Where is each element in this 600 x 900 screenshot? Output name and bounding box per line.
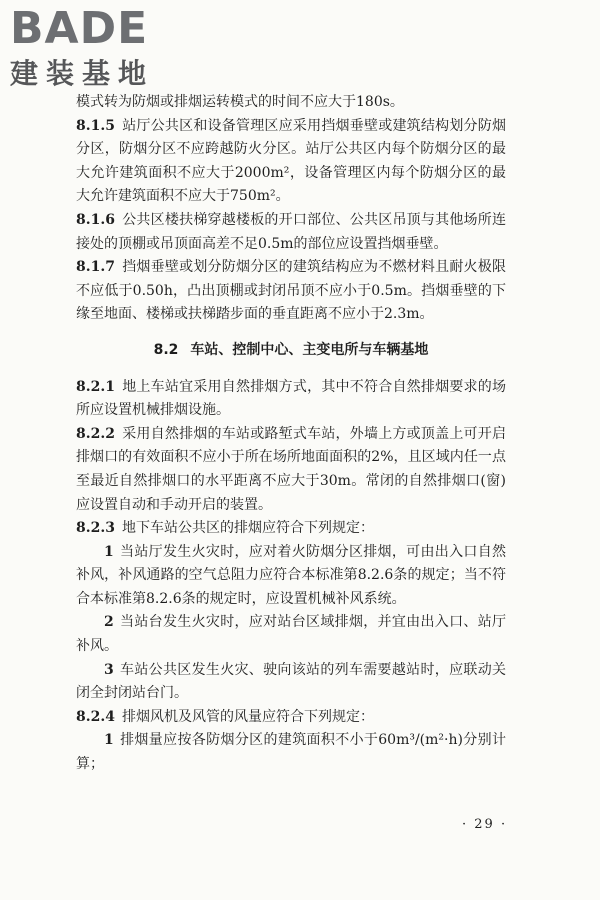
clause-8-2-3 <box>76 517 506 541</box>
clause-text: 公共区楼扶梯穿越楼板的开口部位、公共区吊顶与其他场所连接处的顶棚或吊顶面高差不足0.5m的部位应设置挡烟垂壁。 <box>76 211 506 252</box>
clause-number: 8.2.3 <box>76 520 115 537</box>
clause-number: 8.2.1 <box>76 378 115 395</box>
page-content <box>76 91 506 777</box>
list-item <box>76 611 506 658</box>
clause-number: 8.1.7 <box>76 259 115 276</box>
clause-8-2-4 <box>76 706 506 730</box>
list-item <box>76 729 506 776</box>
section-title: 车站、控制中心、主变电所与车辆基地 <box>190 341 429 358</box>
item-number: 1 <box>104 732 114 749</box>
item-text: 当站厅发生火灾时，应对着火防烟分区排烟，可由出入口自然补风，补风通路的空气总阻力应符合本标准第8.2.6条的规定；当不符合本标准第8.2.6条的规定时，应设置机械补风系统。 <box>76 543 506 607</box>
paragraph-continuation: 模式转为防烟或排烟运转模式的时间不应大于180s。 <box>76 94 404 110</box>
clause-text: 地下车站公共区的排烟应符合下列规定： <box>121 520 374 537</box>
clause-8-1-5 <box>76 115 506 209</box>
logo-subtitle: 建装基地 <box>10 57 155 90</box>
clause-text: 挡烟垂壁或划分防烟分区的建筑结构应为不燃材料且耐火极限不应低于0.50h，凸出顶棚或封闭吊顶不应小于0.5m。挡烟垂壁的下缘至地面、楼梯或扶梯踏步面的垂直距离不应小于2.3m。 <box>76 259 506 323</box>
section-heading <box>76 339 506 363</box>
list-item <box>76 659 506 706</box>
clause-number: 8.2.2 <box>76 425 115 442</box>
item-text: 车站公共区发生火灾、驶向该站的列车需要越站时，应联动关闭全封闭站台门。 <box>76 661 506 702</box>
clause-text: 排烟风机及风管的风量应符合下列规定： <box>121 708 374 725</box>
item-text: 排烟量应按各防烟分区的建筑面积不小于60m³/(m²·h)分别计算； <box>76 732 506 773</box>
item-number: 3 <box>104 661 114 678</box>
clause-number: 8.1.5 <box>76 117 115 134</box>
clause-text: 站厅公共区和设备管理区应采用挡烟垂壁或建筑结构划分防烟分区，防烟分区不应跨越防火分区。站厅公共区内每个防烟分区的最大允许建筑面积不应大于2000m²，设备管理区内每个防烟分区的最大允许建筑面积不应大于750m²。 <box>76 117 506 205</box>
clause-8-1-7 <box>76 256 506 327</box>
item-text: 当站台发生火灾时，应对站台区域排烟，并宜由出入口、站厅补风。 <box>76 614 506 655</box>
item-number: 1 <box>104 543 114 560</box>
bade-logo <box>10 4 180 96</box>
item-number: 2 <box>104 614 114 631</box>
logo-wordmark: BADE <box>10 3 149 54</box>
clause-number: 8.1.6 <box>76 211 115 228</box>
list-item <box>76 541 506 612</box>
clause-8-2-2 <box>76 423 506 517</box>
clause-8-2-1 <box>76 376 506 423</box>
clause-text: 采用自然排烟的车站或路堑式车站，外墙上方或顶盖上可开启排烟口的有效面积不应小于所在场所地面面积的2%，且区域内任一点至最近自然排烟口的水平距离不应大于30m。常闭的自然排烟口(窗)应设置自动和手动开启的装置。 <box>76 425 506 513</box>
clause-text: 地上车站宜采用自然排烟方式，其中不符合自然排烟要求的场所应设置机械排烟设施。 <box>76 378 506 419</box>
clause-number: 8.2.4 <box>76 708 115 725</box>
clause-8-1-6 <box>76 209 506 256</box>
page-number: · 29 · <box>462 817 508 832</box>
section-number: 8.2 <box>153 341 179 358</box>
